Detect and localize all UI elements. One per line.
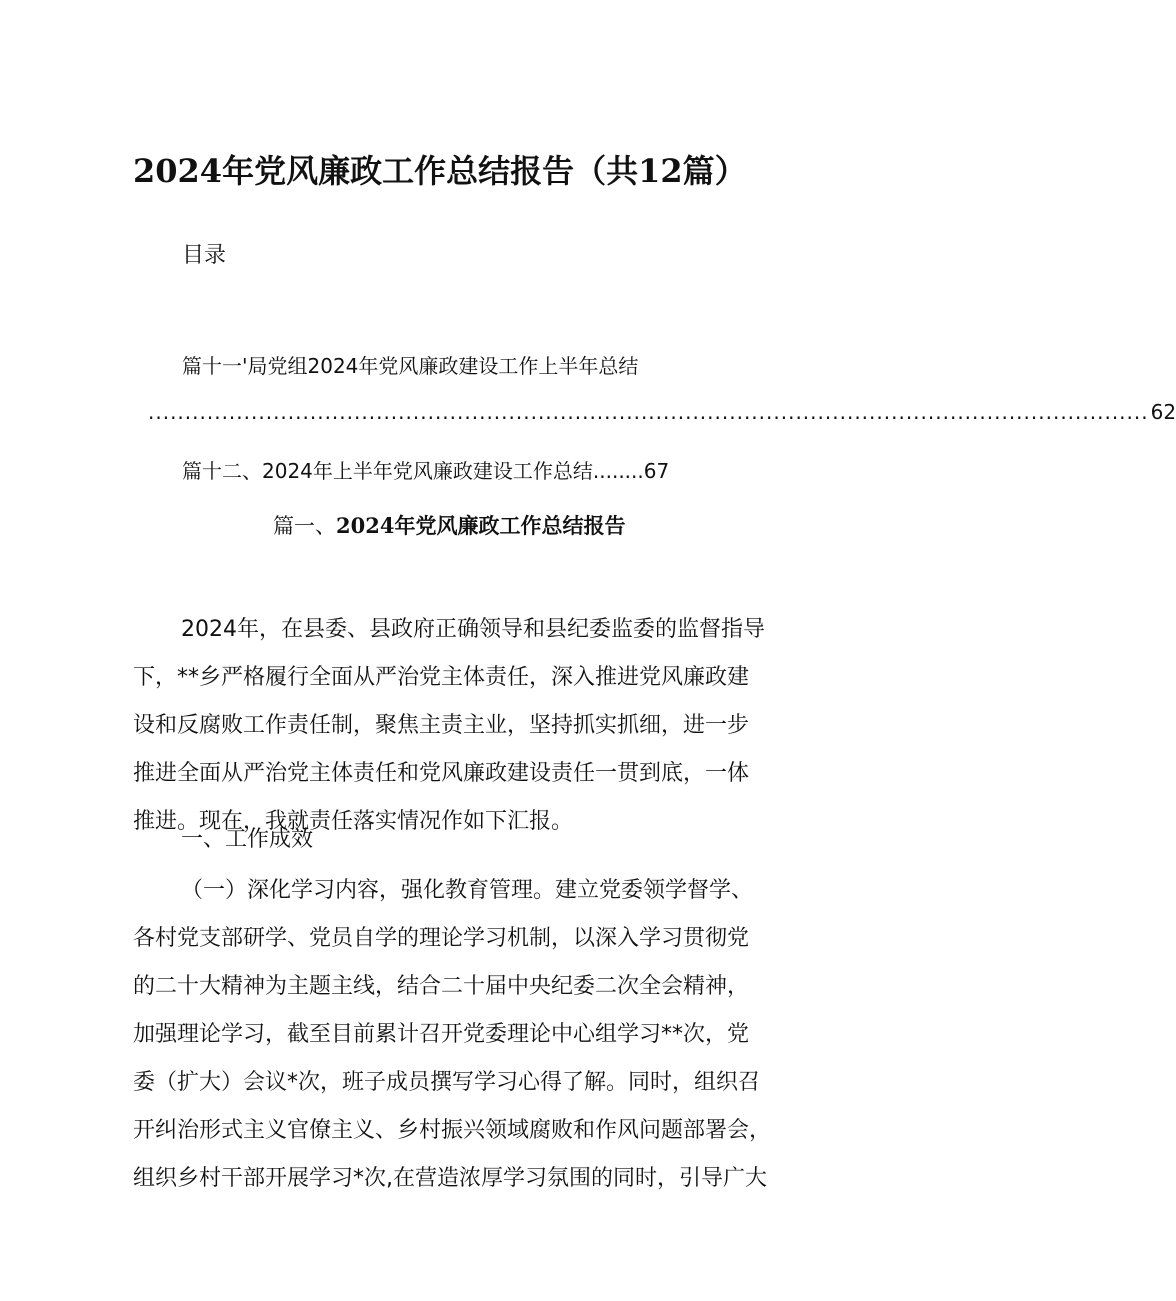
document-title: 2024年党风廉政工作总结报告（共12篇） [133, 152, 747, 190]
paragraph-line: 的二十大精神为主题主线，结合二十届中央纪委二次全会精神， [133, 974, 750, 999]
paragraph-line: 推进。现在，我就责任落实情况作如下汇报。 [133, 809, 574, 834]
paragraph-line: 委（扩大）会议*次，班子成员撰写学习心得了解。同时，组织召 [133, 1070, 761, 1095]
heading-work-results: 一、工作成效 [181, 827, 314, 852]
paragraph-line: 2024年，在县委、县政府正确领导和县纪委监委的监督指导 [181, 617, 765, 642]
toc-entry-12-page: 67 [643, 459, 670, 483]
toc-entry-11-leader-line [148, 400, 1176, 424]
paragraph-line: 下，**乡严格履行全面从严治党主体责任，深入推进党风廉政建 [133, 665, 750, 690]
paragraph-line: 设和反腐败工作责任制，聚焦主责主业，坚持抓实抓细，进一步 [133, 713, 750, 738]
section-name: 2024年党风廉政工作总结报告 [336, 513, 626, 538]
section-title [273, 510, 625, 540]
toc-heading: 目录 [182, 243, 227, 268]
paragraph-line: （一）深化学习内容，强化教育管理。建立党委领学督学、 [181, 878, 754, 903]
paragraph-study [133, 867, 793, 1203]
section-prefix: 篇一、 [273, 514, 336, 538]
paragraph-line: 组织乡村干部开展学习*次,在营造浓厚学习氛围的同时，引导广大 [133, 1166, 767, 1191]
toc-entry-12-title: 篇十二、2024年上半年党风廉政建设工作总结........ [182, 459, 644, 483]
toc-entry-12 [182, 455, 669, 484]
paragraph-line: 各村党支部研学、党员自学的理论学习机制，以深入学习贯彻党 [133, 926, 750, 951]
paragraph-line: 推进全面从严治党主体责任和党风廉政建设责任一贯到底，一体 [133, 761, 750, 786]
paragraph-line: 加强理论学习，截至目前累计召开党委理论中心组学习**次，党 [133, 1022, 750, 1047]
toc-entry-11-page: 62 [1150, 400, 1176, 424]
paragraph-line: 开纠治形式主义官僚主义、乡村振兴领域腐败和作风问题部署会， [133, 1118, 772, 1143]
toc-dot-leader: ........................................................................................................................................ [148, 400, 1149, 424]
toc-entry-11-title: 篇十一'局党组2024年党风廉政建设工作上半年总结 [182, 354, 639, 378]
paragraph-intro [133, 606, 793, 846]
